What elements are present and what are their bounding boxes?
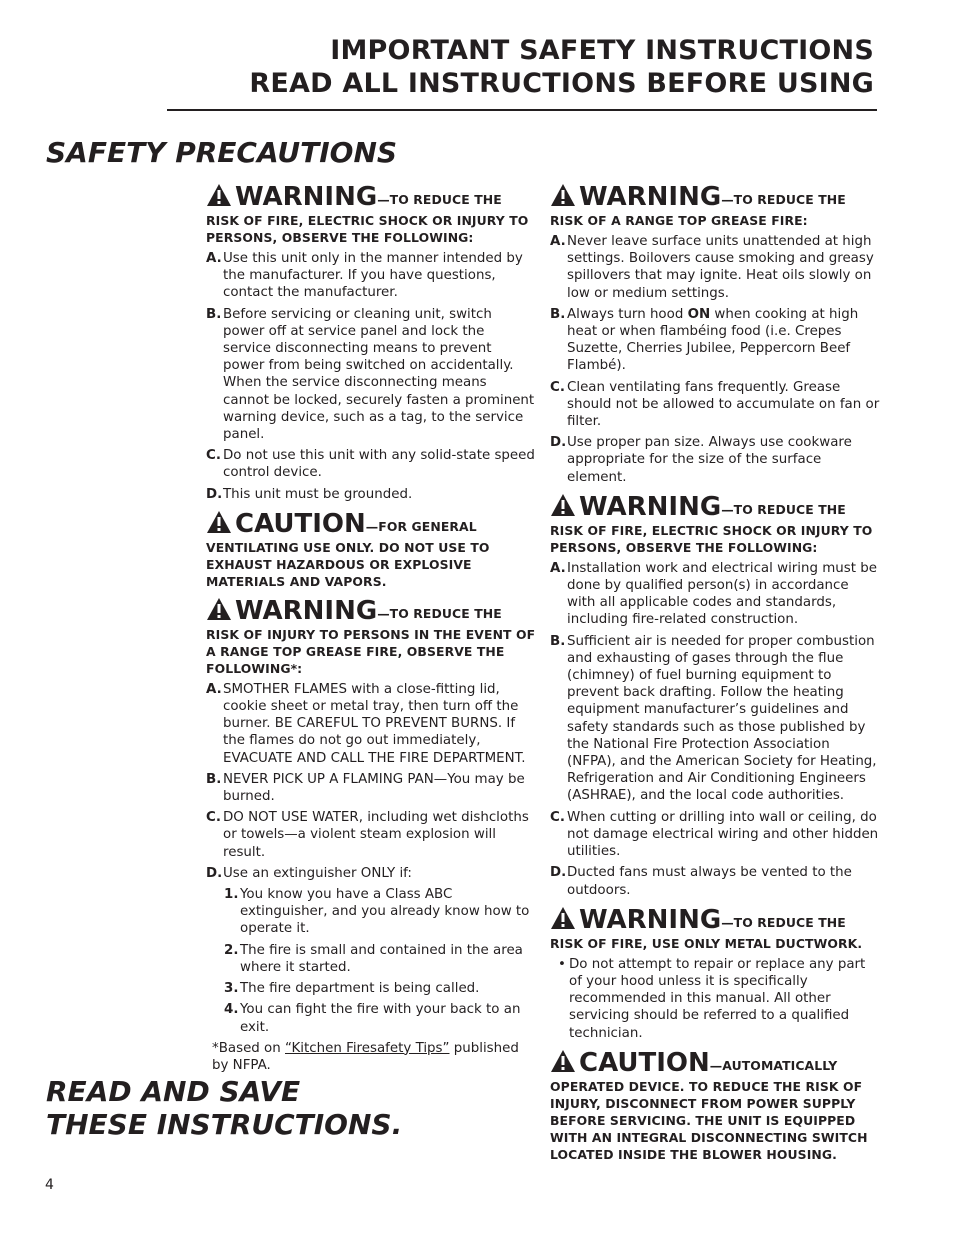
sub-list-item: 4. You can fight the fire with your back to an exit.	[224, 1002, 521, 1035]
header-line-1: IMPORTANT SAFETY INSTRUCTIONS	[330, 35, 874, 66]
warning-text: —TO REDUCE THE RISK OF FIRE, ELECTRIC SHOCK OR INJURY TO PERSONS, OBSERVE THE FOLLOWING:	[550, 501, 873, 555]
sub-list-item: 1. You know you have a Class ABC extinguisher, and you already know how to operate it.	[224, 887, 530, 937]
caution-word: CAUTION	[579, 1047, 710, 1078]
warning-triangle-icon	[206, 510, 232, 534]
section-title: SAFETY PRECAUTIONS	[46, 136, 398, 169]
warning-heading-5	[550, 905, 880, 952]
warning-heading-2	[206, 596, 536, 677]
right-column	[550, 182, 880, 1167]
warning-triangle-icon	[550, 906, 576, 930]
warning-triangle-icon	[206, 183, 232, 207]
bullet-item: • Do not attempt to repair or replace any part of your hood unless it is specifically recommended in this manual. All other servicing should be referred to a qualified technician.	[558, 956, 866, 1041]
warning-triangle-icon	[550, 493, 576, 517]
left-column	[206, 182, 536, 1074]
header-line-2: READ ALL INSTRUCTIONS BEFORE USING	[249, 68, 874, 99]
warning-heading-4	[550, 492, 880, 556]
caution-heading-2	[550, 1048, 880, 1163]
list-item: A. SMOTHER FLAMES with a close-fitting lid, cookie sheet or metal tray, then turn off the burner. BE CAREFUL TO PREVENT BURNS. If the flames do not go out immediately, EVACUATE AND CALL THE FIRE DEPARTMENT.	[206, 681, 526, 766]
list-item: A. Installation work and electrical wiring must be done by qualified person(s) in accordance with all applicable codes and standards, including fire-related construction.	[550, 560, 878, 628]
footnote-link[interactable]: “Kitchen Firesafety Tips”	[285, 1040, 450, 1056]
list-item: C. Clean ventilating fans frequently. Grease should not be allowed to accumulate on fan or filter.	[550, 379, 880, 430]
list-item: C. When cutting or drilling into wall or ceiling, do not damage electrical wiring and other hidden utilities.	[550, 809, 879, 860]
warning-triangle-icon	[206, 597, 232, 621]
warning-text: —TO REDUCE THE RISK OF FIRE, USE ONLY METAL DUCTWORK.	[550, 914, 863, 951]
read-and-save-heading: READ AND SAVE THESE INSTRUCTIONS.	[46, 1075, 403, 1141]
sub-list-item: 2. The fire is small and contained in the area where it started.	[224, 942, 523, 975]
sub-list-item: 3. The fire department is being called.	[224, 981, 480, 997]
list-item: D. Use proper pan size. Always use cookware appropriate for the size of the surface element.	[550, 435, 852, 485]
page-number: 4	[45, 1177, 54, 1193]
warning-word: WARNING	[579, 904, 722, 935]
page-header	[249, 34, 874, 100]
warning-word: WARNING	[235, 182, 378, 212]
list-item: C. Do not use this unit with any solid-state speed control device.	[206, 448, 535, 481]
caution-word: CAUTION	[235, 508, 366, 539]
warning-text: —TO REDUCE THE RISK OF A RANGE TOP GREASE FIRE:	[550, 192, 846, 228]
warning-heading-3	[550, 182, 880, 229]
list-item: B. Sufficient air is needed for proper combustion and exhausting of gases through the flue (chimney) of fuel burning equipment to prevent back drafting. Follow the heating equipment manufacturer’s guidelines and safety standards such as those published by the National Fire Protection Association (NFPA), and the American Society for Heating, Refrigeration and Air Conditioning Engineers (ASHRAE), and the local code authorities.	[550, 633, 877, 804]
list-item: B. Always turn hood ON when cooking at high heat or when flambéing food (i.e. Crepes Suzette, Cherries Jubilee, Peppercorn Beef Flambé).	[550, 306, 859, 374]
warning-text: —TO REDUCE THE RISK OF INJURY TO PERSONS IN THE EVENT OF A RANGE TOP GREASE FIRE, OBSERVE THE FOLLOWING*:	[206, 605, 536, 676]
list-item: D. Use an extinguisher ONLY if:	[206, 865, 412, 881]
warning-word: WARNING	[235, 595, 378, 626]
footnote: *Based on “Kitchen Firesafety Tips” published by NFPA.	[212, 1040, 519, 1073]
list-item: B. Before servicing or cleaning unit, switch power off at service panel and lock the service disconnecting means to prevent power from being switched on accidentally. When the service disconnecting means cannot be locked, securely fasten a prominent warning device, such as a tag, to the service panel.	[206, 306, 535, 443]
list-item: C. DO NOT USE WATER, including wet dishcloths or towels—a violent steam explosion will result.	[206, 810, 529, 860]
caution-text: —AUTOMATICALLY OPERATED DEVICE. TO REDUCE THE RISK OF INJURY, DISCONNECT FROM POWER SUPPLY BEFORE SERVICING. THE UNIT IS EQUIPPED WITH AN INTEGRAL DISCONNECTING SWITCH LOCATED INSIDE THE BLOWER HOUSING.	[550, 1057, 868, 1162]
list-item: A. Never leave surface units unattended at high settings. Boilovers cause smoking and greasy spillovers that may ignite. Heat oils slowly on low or medium settings.	[550, 234, 874, 301]
warning-text: —TO REDUCE THE RISK OF FIRE, ELECTRIC SHOCK OR INJURY TO PERSONS, OBSERVE THE FOLLOWING:	[206, 192, 529, 245]
warning-word: WARNING	[579, 491, 722, 522]
header-rule	[167, 109, 877, 111]
list-item: A. Use this unit only in the manner intended by the manufacturer. If you have questions, contact the manufacturer.	[206, 251, 523, 301]
list-item: D. Ducted fans must always be vented to the outdoors.	[550, 865, 852, 898]
list-item: D. This unit must be grounded.	[206, 486, 413, 502]
list-item: B. NEVER PICK UP A FLAMING PAN—You may be burned.	[206, 771, 525, 805]
caution-heading-1	[206, 509, 536, 590]
warning-heading-1	[206, 182, 536, 246]
caution-text: —FOR GENERAL VENTILATING USE ONLY. DO NOT USE TO EXHAUST HAZARDOUS OR EXPLOSIVE MATERIALS AND VAPORS.	[206, 518, 490, 589]
warning-triangle-icon	[550, 183, 576, 207]
warning-word: WARNING	[579, 182, 722, 212]
warning-triangle-icon	[550, 1049, 576, 1073]
